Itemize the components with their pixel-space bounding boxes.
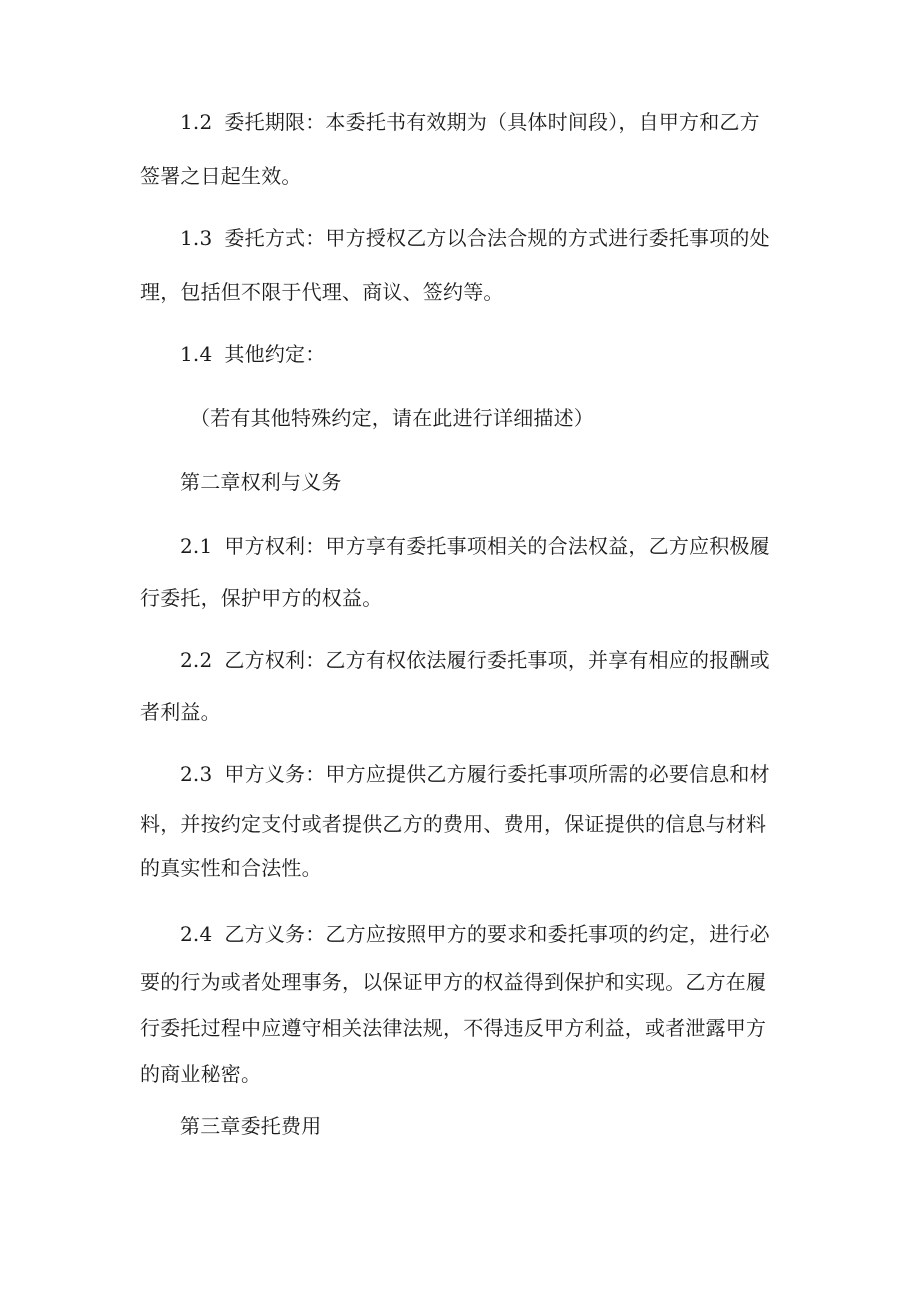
clause-text: 甲方权利：甲方享有委托事项相关的合法权益，乙方应积极履 [224,534,770,558]
clause-number: 1.3 [180,226,213,250]
paragraph-2-4-line-1 [180,920,770,948]
paragraph-2-1-line-2: 行委托，保护甲方的权益。 [140,586,383,610]
paragraph-1-2-line-1 [180,108,760,136]
clause-number: 1.2 [180,110,213,134]
paragraph-2-3-line-2: 料，并按约定支付或者提供乙方的费用、费用，保证提供的信息与材料 [140,812,767,836]
paragraph-2-3-line-1 [180,760,770,788]
clause-text: 乙方权利：乙方有权依法履行委托事项，并享有相应的报酬或 [224,648,770,672]
clause-text: 其他约定： [224,342,326,366]
clause-number: 2.4 [180,922,213,946]
special-agreement-note: （若有其他特殊约定，请在此进行详细描述） [190,406,594,430]
clause-number: 2.1 [180,534,213,558]
paragraph-2-1-line-1 [180,532,770,560]
clause-text: 委托期限：本委托书有效期为（具体时间段），自甲方和乙方 [224,110,760,134]
chapter-3-heading: 第三章委托费用 [180,1114,322,1138]
paragraph-2-4-line-2: 要的行为或者处理事务，以保证甲方的权益得到保护和实现。乙方在履 [140,970,767,994]
chapter-2-heading: 第二章权利与义务 [180,470,342,494]
clause-text: 甲方义务：甲方应提供乙方履行委托事项所需的必要信息和材 [224,762,770,786]
clause-text: 乙方义务：乙方应按照甲方的要求和委托事项的约定，进行必 [224,922,770,946]
paragraph-2-4-line-3: 行委托过程中应遵守相关法律法规，不得违反甲方利益，或者泄露甲方 [140,1016,767,1040]
paragraph-1-4-line-1 [180,340,325,368]
clause-number: 1.4 [180,342,213,366]
paragraph-2-2-line-1 [180,646,770,674]
paragraph-2-4-line-4: 的商业秘密。 [140,1062,262,1086]
clause-number: 2.2 [180,648,213,672]
paragraph-1-3-line-2: 理，包括但不限于代理、商议、签约等。 [140,280,504,304]
clause-number: 2.3 [180,762,213,786]
paragraph-2-3-line-3: 的真实性和合法性。 [140,856,322,880]
clause-text: 委托方式：甲方授权乙方以合法合规的方式进行委托事项的处 [224,226,770,250]
paragraph-1-2-line-2: 签署之日起生效。 [140,164,302,188]
paragraph-1-3-line-1 [180,224,770,252]
paragraph-2-2-line-2: 者利益。 [140,700,221,724]
